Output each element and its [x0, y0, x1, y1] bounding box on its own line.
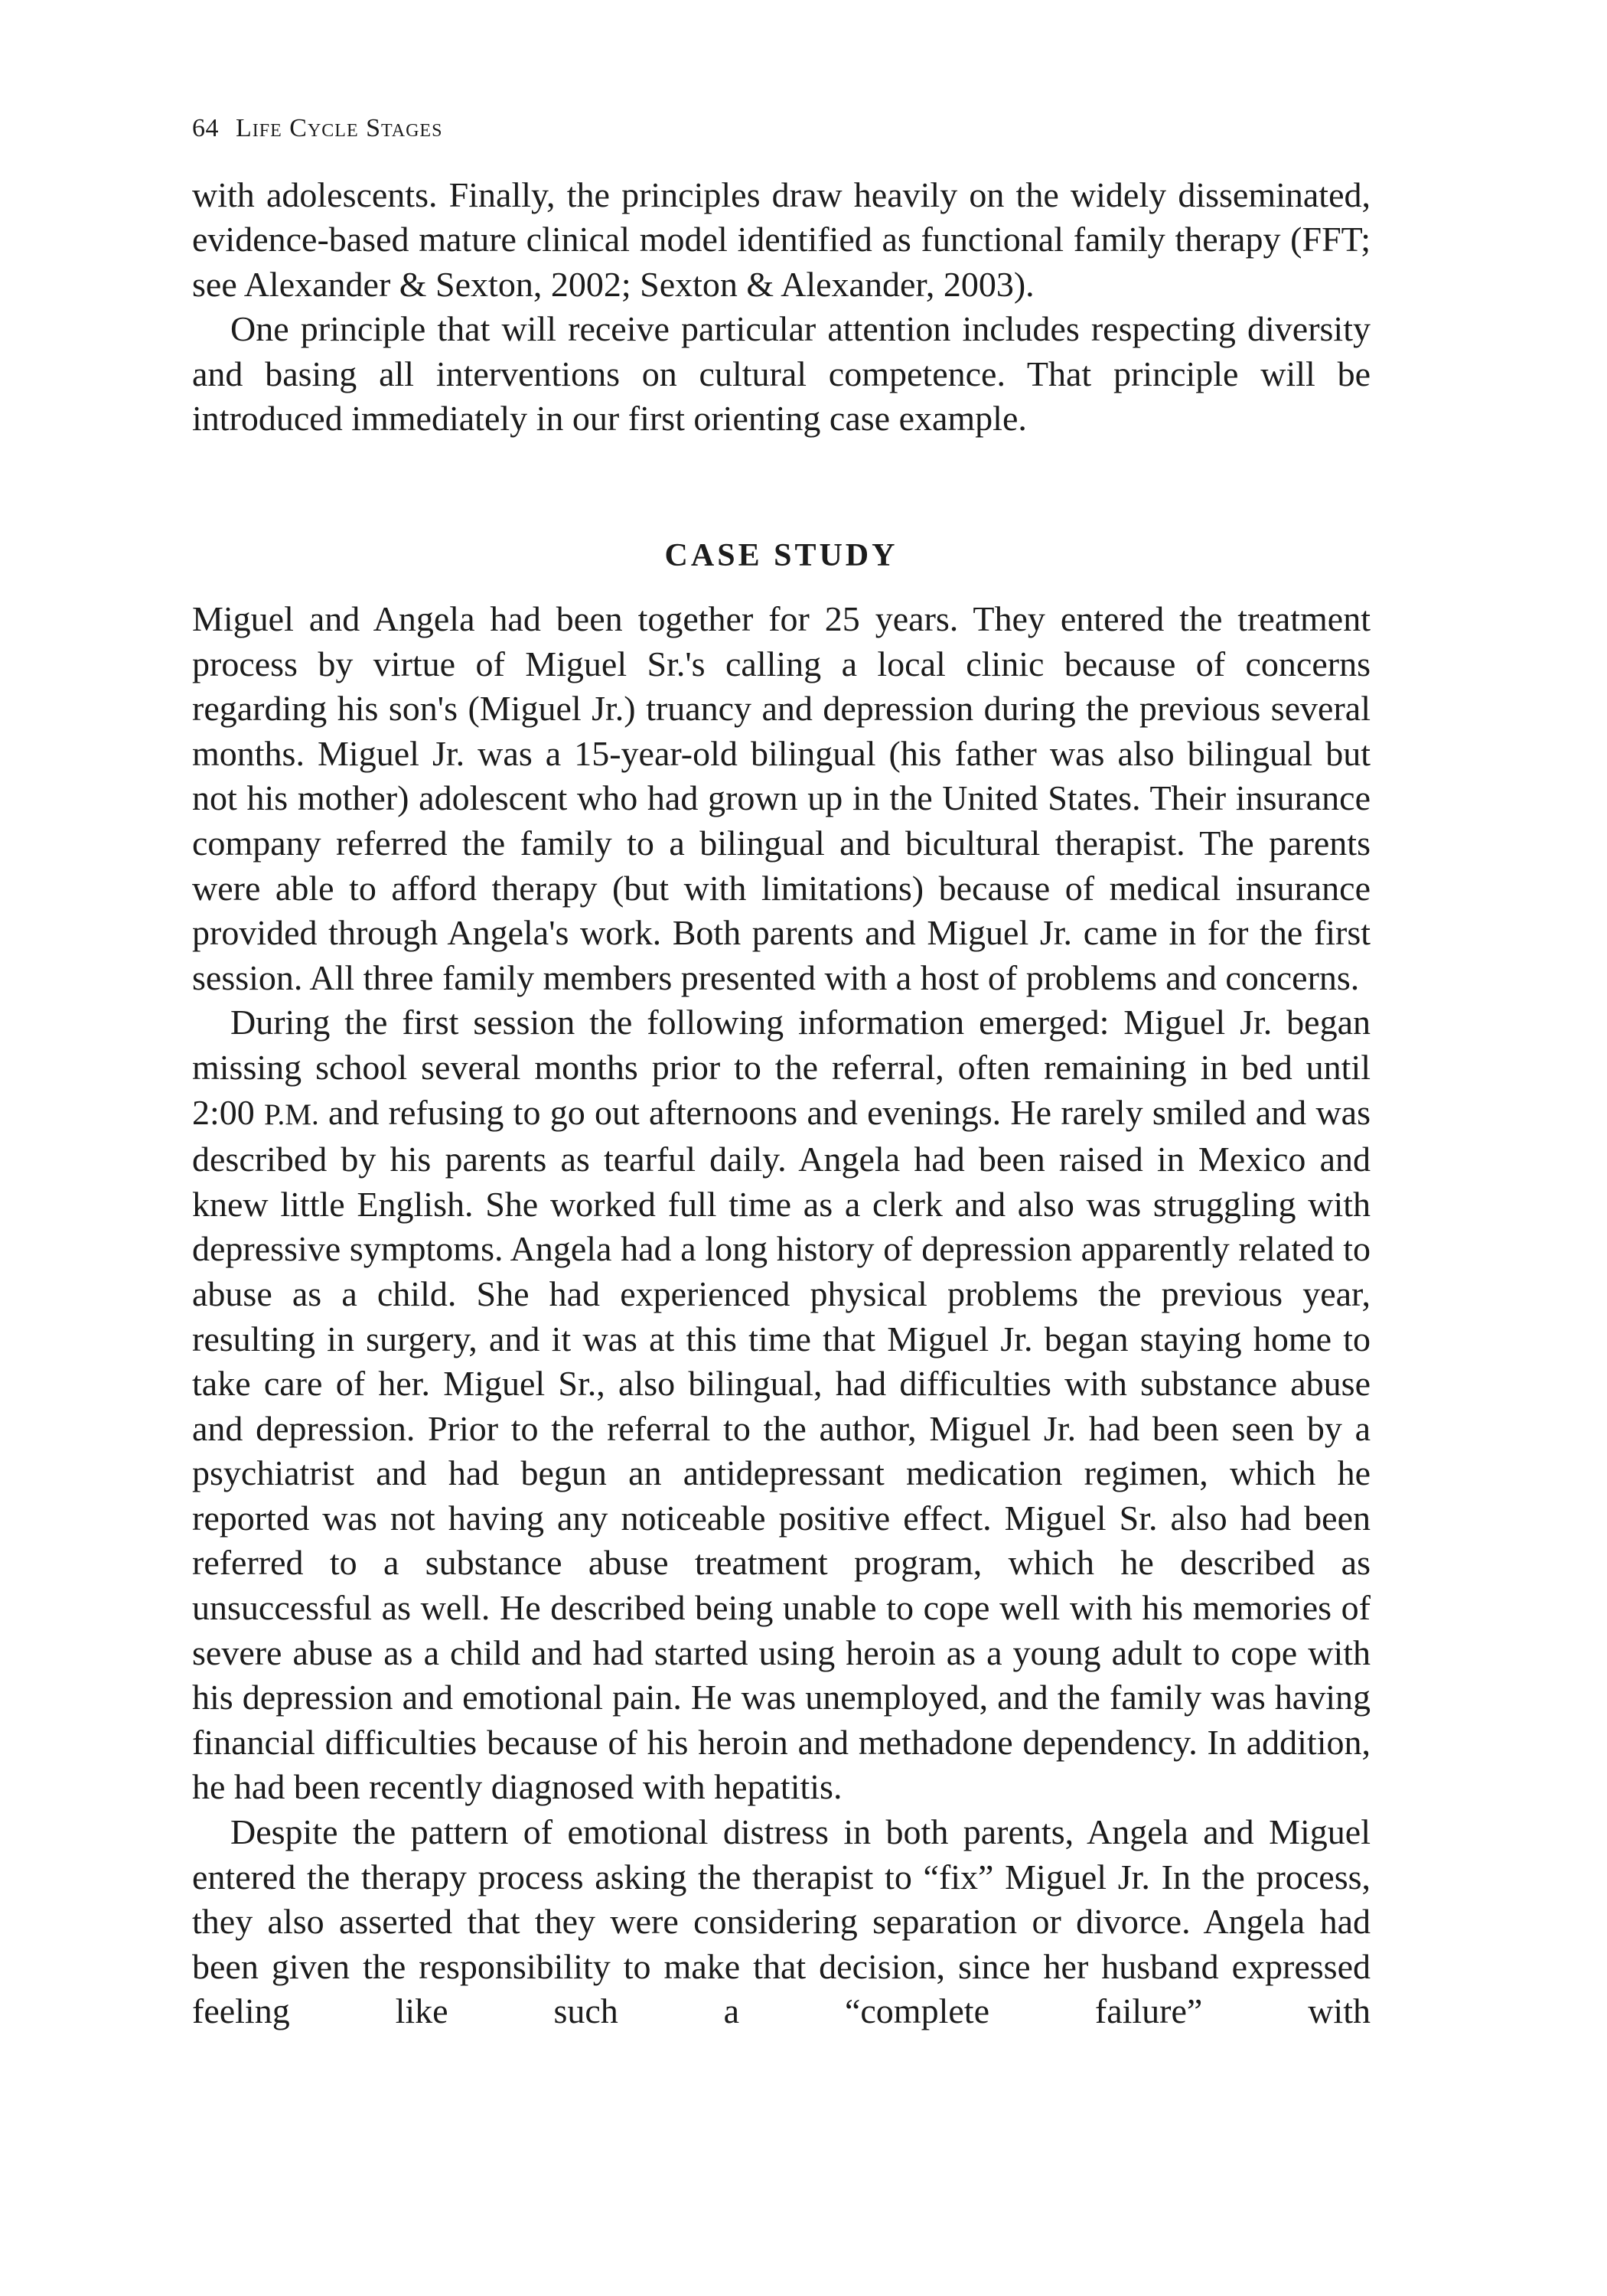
- case-paragraph-2-part-b: and refusing to go out afternoons and evenings. He rarely smiled and was described by his parents as tearful daily. Angela had been raised in Mexico and knew little English. She worked full time as a clerk and also was struggling with depressive symptoms. Angela had a long history of depression apparently related to abuse as a child. She had experienced physical problems the previous year, resulting in surgery, and it was at this time that Miguel Jr. began staying home to take care of her. Miguel Sr., also bilingual, had difficulties with substance abuse and depression. Prior to the referral to the author, Miguel Jr. had been seen by a psychiatrist and had begun an antidepressant medication regimen, which he reported was not having any noticeable positive effect. Miguel Sr. also had been referred to a substance abuse treatment program, which he described as unsuccessful as well. He described being unable to cope well with his memories of severe abuse as a child and had started using heroin as a young adult to cope with his depression and emotional pain. He was unemployed, and the family was having financial difficulties because of his heroin and methadone dependency. In addition, he had been recently diagnosed with hepatitis.: [192, 1092, 1371, 1807]
- time-suffix: P.M.: [264, 1097, 319, 1131]
- case-paragraph-3: Despite the pattern of emotional distress in both parents, Angela and Miguel entered the therapy process asking the therapist to “fix” Miguel Jr. In the process, they also asserted that they were considering separation or divorce. Angela had been given the responsibility to make that decision, since her husband expressed feeling like such a “complete failure” with: [192, 1812, 1371, 2031]
- case-study-heading: CASE STUDY: [664, 538, 898, 573]
- book-page: [192, 0, 1371, 2296]
- case-paragraph-1: Miguel and Angela had been together for 25 years. They entered the treatment process by virtue of Miguel Sr.'s calling a local clinic because of concerns regarding his son's (Miguel Jr.) truancy and depression during the previous several months. Miguel Jr. was a 15-year-old bilingual (his father was also bilingual but not his mother) adolescent who had grown up in the United States. Their insurance company referred the family to a bilingual and bicultural therapist. The parents were able to afford therapy (but with limitations) because of medical insurance provided through Angela's work. Both parents and Miguel Jr. came in for the first session. All three family members presented with a host of problems and concerns.: [192, 599, 1371, 997]
- running-head-title: Life Cycle Stages: [236, 114, 443, 142]
- case-study-text: [192, 597, 1371, 2034]
- page-number: 64: [192, 114, 219, 142]
- intro-text: [192, 173, 1371, 441]
- running-head: [192, 113, 442, 144]
- intro-paragraph-1: with adolescents. Finally, the principles draw heavily on the widely disseminated, evidence-based mature clinical model identified as functional family therapy (FFT; see Alexander & Sexton, 2002; Sexton & Alexander, 2003).: [192, 175, 1371, 304]
- intro-paragraph-2: One principle that will receive particular attention includes respecting diversity and basing all interventions on cultural competence. That principle will be introduced immediately in our first orienting case example.: [192, 309, 1371, 439]
- case-paragraph-2-part-a: During the first session the following information emerged: Miguel Jr. began missing school several months prior to the referral, often remaining in bed until 2:00: [192, 1003, 1371, 1132]
- case-paragraph-2: [192, 1000, 1371, 1810]
